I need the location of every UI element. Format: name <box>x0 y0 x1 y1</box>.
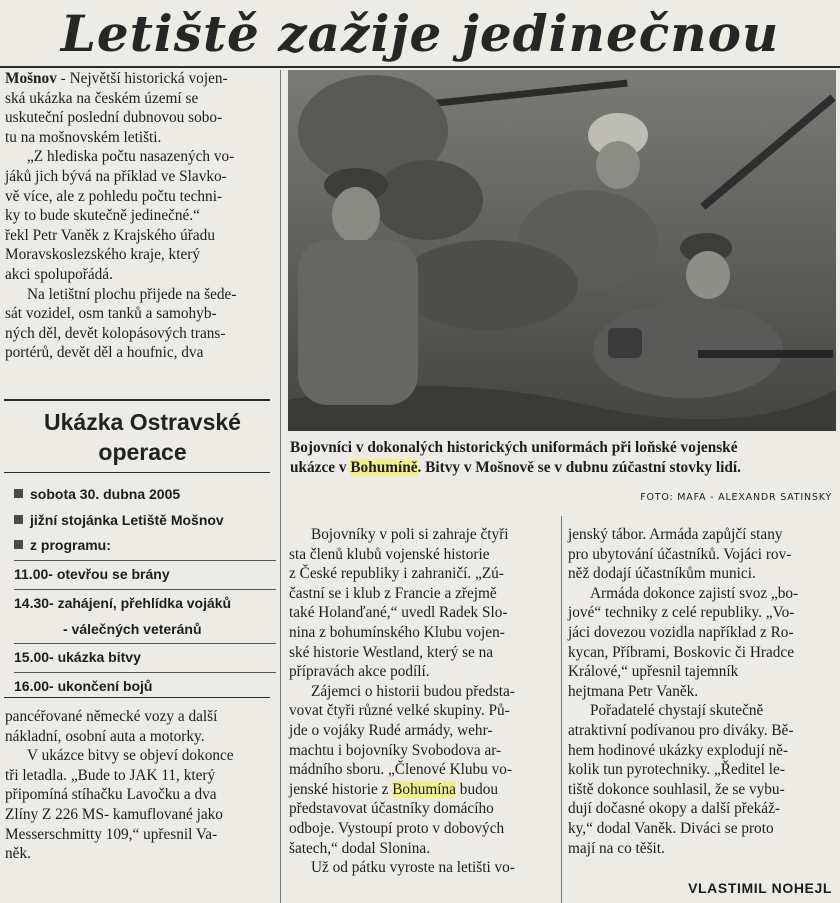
paragraph: pancéřované německé vozy a další nákladní, osobní auta a motorky. <box>5 708 218 745</box>
box-top-rule <box>4 399 270 401</box>
box-title: Ukázka Ostravské operace <box>44 409 241 465</box>
box-bottom-rule <box>4 697 270 698</box>
photo-credit: FOTO: MAFA - ALEXANDR SATINSKÝ <box>640 492 832 503</box>
soldiers-photo <box>288 70 836 431</box>
paragraph: V ukázce bitvy se objeví dokonce tři letadla. „Bude to JAK 11, který připomíná stíhačku Lavočku a dva Zlíny Z 226 MS- kamuflované jako Messerschmitty 109,“ upřesnil Va- něk. <box>5 747 234 863</box>
event-info-list <box>14 482 276 700</box>
text-line: uskuteční poslední dubnovou sobo- <box>5 109 223 127</box>
program-item: - válečných veteránů <box>63 620 202 637</box>
dateline: Mošnov <box>5 70 57 87</box>
paragraph: Pořadatelé chystají skutečně atraktivní podívanou pro diváky. Bě- hem hodinové ukázky explodují ně- kolik tun pyrotechniky. „Ředitel le- tiště dokonce souhlasil, že se vybu- dují dočasné okopy a další překáž- ky,“ dodal Vaněk. Diváci se proto mají na co těšit. <box>568 702 794 857</box>
info-date: sobota 30. dubna 2005 <box>14 482 276 508</box>
bullet-icon <box>14 515 23 524</box>
column-3 <box>568 525 833 858</box>
photo-caption: Bojovníci v dokonalých historických uniformách při loňské vojenské ukázce v Bohumíně. Bitvy v Mošnově se v dubnu zúčastní stovky lidí. <box>290 439 741 476</box>
bullet-icon <box>14 540 23 549</box>
paragraph: Už od pátku vyroste na letišti vo- <box>311 859 515 877</box>
author-byline: VLASTIMIL NOHEJL <box>688 880 832 896</box>
headline-rule <box>0 66 840 68</box>
column-separator <box>561 516 562 903</box>
paragraph: Na letištní plochu přijede na šede- sát vozidel, osm tanků a samohyb- ných děl, devět kolopásových trans- portérů, devět děl a houfnic, dva <box>5 285 237 362</box>
program-item: 15.00 - ukázka bitvy <box>14 649 141 666</box>
lead-column <box>5 69 269 363</box>
paragraph: Bojovníky v poli si zahraje čtyři sta členů klubů vojenské historie z České republiky i zahraničí. „Zú- častní se i klub z Francie a zřejmě také Holanďané,“ uvedl Radek Slo- nina z bohumínského Klubu vojen- ské historie Westland, který se na přípravách akce podílí. <box>289 526 509 681</box>
column-1-continued <box>5 707 269 864</box>
paragraph: jenský tábor. Armáda zapůjčí stany pro ubytování účastníků. Vojáci rov- něž dodají účastníkům munici. <box>568 526 792 583</box>
info-program-label: z programu: <box>14 533 276 559</box>
text-line: ská ukázka na českém území se <box>5 89 199 107</box>
photo-illustration <box>288 70 836 431</box>
column-2 <box>289 525 551 878</box>
column-separator <box>280 70 281 903</box>
program-item: 14.30 - zahájení, přehlídka vojáků <box>14 594 232 611</box>
lead-paragraph <box>5 69 269 147</box>
headline: Letiště zažije jedinečnou <box>60 4 780 63</box>
highlighted-term: Bohumína <box>392 780 456 798</box>
program-item: 11.00 - otevřou se brány <box>14 566 170 583</box>
box-title-rule <box>4 472 270 473</box>
paragraph: „Z hlediska počtu nasazených vo- jáků jich bývá na příklad ve Slavko- vě více, ale z pohledu počtu techni- ky to bude skutečně jedinečné.“ řekl Petr Vaněk z Krajského úřadu Moravskoslezského kraje, který akci spolupořádá. <box>5 148 235 283</box>
program-item: 16.00 - ukončení bojů <box>14 677 153 694</box>
paragraph: Zájemci o historii budou předsta- vovat čtyři různé velké skupiny. Pů- jde o vojáky Rudé armády, wehr- machtu i bojovníky Svobodova ar- mádního sboru. „Členové Klubu vo- jenské historie z Bohumína budou představovat účastníky domácího odboje. Vystoupí proto v dobových šatech,“ dodal Slonina. <box>289 682 515 857</box>
bullet-icon <box>14 489 23 498</box>
info-place: jižní stojánka Letiště Mošnov <box>14 508 276 534</box>
text-line: tu na mošnovském letišti. <box>5 128 162 146</box>
text-line: - Největší historická vojen- <box>56 70 228 87</box>
highlighted-term: Bohumíně <box>350 459 418 476</box>
paragraph: Armáda dokonce zajistí svoz „bo- jové“ techniky z celé republiky. „Vo- jáci dovezou vozidla například z Ro- kycan, Příbrami, Boskovic či Hradce Králové,“ upřesnil tajemník hejtmana Petr Vaněk. <box>568 584 799 700</box>
